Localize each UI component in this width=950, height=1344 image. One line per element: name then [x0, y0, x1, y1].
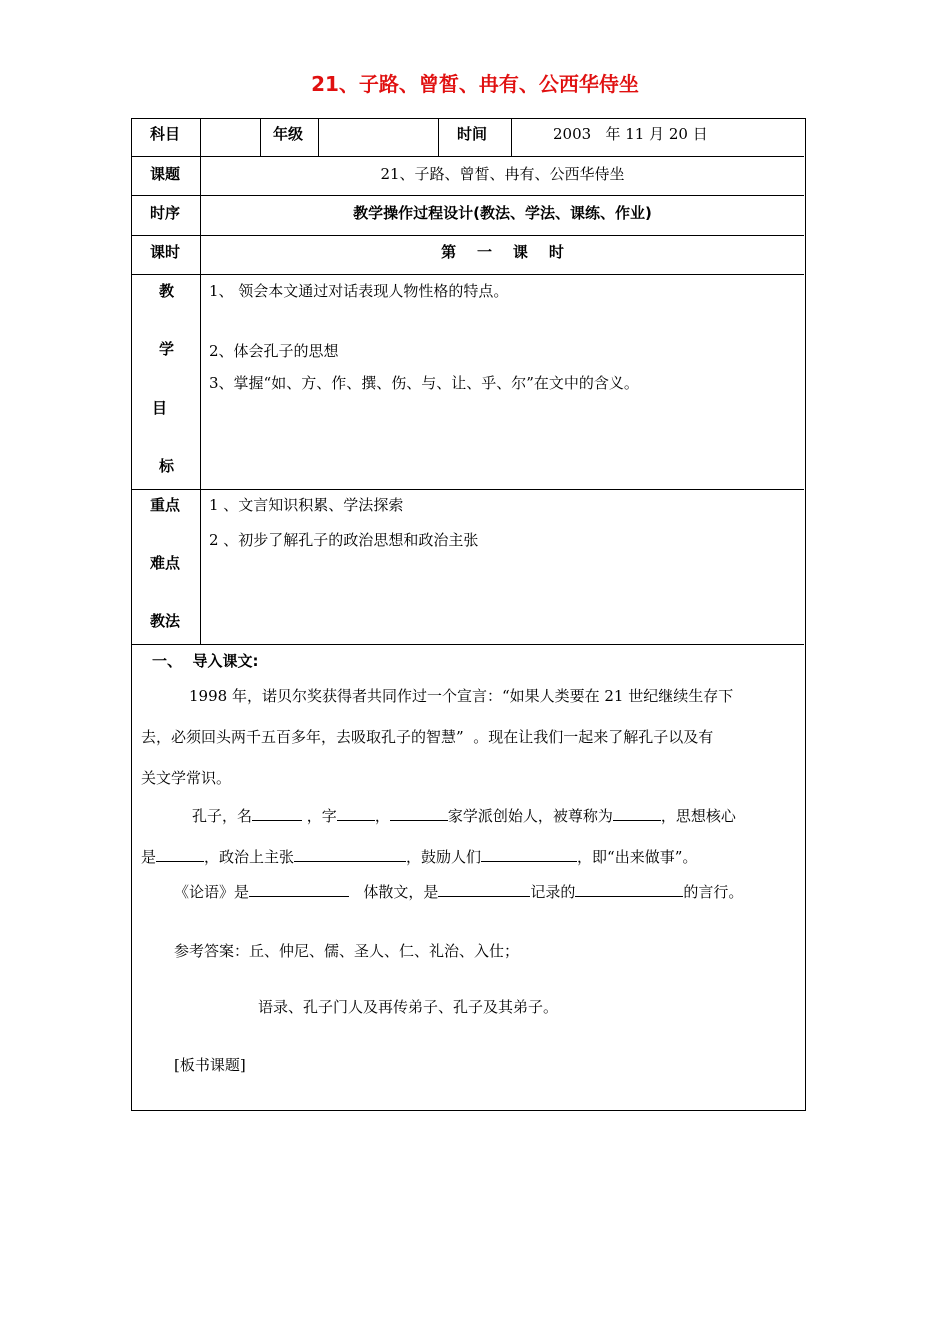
col-divider	[318, 119, 319, 156]
goals-label-char: 目	[152, 399, 168, 417]
time-label: 时间	[457, 125, 488, 143]
topic-label: 课题	[150, 165, 181, 183]
row-divider	[132, 156, 804, 157]
row-divider	[132, 195, 804, 196]
fill-blank[interactable]	[613, 806, 661, 821]
paragraph-line: 1998 年，诺贝尔奖获得者共同作过一个宣言：“如果人类要在 21 世纪继续生存下	[189, 687, 734, 705]
answer-line: 参考答案：丘、仲尼、儒、圣人、仁、礼治、入仕；	[174, 942, 520, 960]
fill-blank[interactable]	[249, 882, 349, 897]
lesson-value: 第 一 课 时	[441, 243, 564, 261]
fill-blank[interactable]	[294, 847, 406, 862]
page-title: 21、子路、曾皙、冉有、公西华侍坐	[311, 72, 639, 96]
fill-blank[interactable]	[438, 882, 530, 897]
lesson-plan-table	[131, 118, 806, 1111]
fill-text: 《论语》是	[174, 883, 250, 901]
row-divider	[132, 235, 804, 236]
grade-label: 年级	[273, 125, 304, 143]
fill-text: 孔子，名	[192, 807, 253, 825]
fill-text: ，即“出来做事”。	[577, 848, 698, 866]
fill-text: 家学派创始人，被尊称为	[447, 807, 613, 825]
section-heading: 一、 导入课文:	[152, 652, 259, 670]
topic-value: 21、子路、曾皙、冉有、公西华侍坐	[380, 165, 625, 183]
row-divider	[132, 274, 804, 275]
goals-label-char: 标	[159, 457, 175, 475]
date-value: 2003 年 11 月 20 日	[553, 125, 708, 143]
fill-text: 是	[141, 848, 157, 866]
method-label: 教法	[150, 612, 181, 630]
paragraph-line: 关文学常识。	[141, 769, 232, 787]
keypoint-label: 重点	[150, 496, 181, 514]
fill-blank[interactable]	[337, 806, 375, 821]
lesson-label: 课时	[150, 243, 181, 261]
row-divider	[132, 489, 804, 490]
goal-item: 2、体会孔子的思想	[209, 342, 339, 360]
fill-blank[interactable]	[156, 847, 204, 862]
goals-label-char: 学	[159, 340, 175, 358]
goal-item: 3、掌握“如、方、作、撰、伤、与、让、乎、尔”在文中的含义。	[209, 374, 639, 392]
col-divider	[438, 119, 439, 156]
goals-label-char: 教	[159, 282, 175, 300]
row-divider	[132, 644, 804, 645]
fill-in-line	[174, 881, 743, 902]
col-divider	[511, 119, 512, 156]
order-label: 时序	[150, 204, 181, 222]
fill-in-line	[192, 805, 736, 826]
board-note: [板书课题]	[174, 1056, 246, 1074]
fill-blank[interactable]	[252, 806, 302, 821]
fill-text: ，政治上主张	[204, 848, 295, 866]
fill-blank[interactable]	[390, 806, 448, 821]
keypoint-item: 2 、初步了解孔子的政治思想和政治主张	[209, 531, 479, 549]
fill-text: ，	[374, 807, 390, 825]
fill-blank[interactable]	[575, 882, 683, 897]
subject-label: 科目	[150, 125, 181, 143]
answer-line: 语录、孔子门人及再传弟子、孔子及其弟子。	[258, 998, 559, 1016]
col-divider	[260, 119, 261, 156]
col-divider	[200, 119, 201, 644]
fill-text: ，鼓励人们	[406, 848, 482, 866]
fill-text: 记录的	[530, 883, 576, 901]
fill-text: ，思想核心	[660, 807, 736, 825]
fill-text: ，字	[306, 807, 337, 825]
fill-blank[interactable]	[481, 847, 577, 862]
fill-in-line	[141, 846, 697, 867]
fill-text: 的言行。	[683, 883, 744, 901]
difficulty-label: 难点	[150, 554, 181, 572]
paragraph-line: 去，必须回头两千五百多年，去吸取孔子的智慧” 。现在让我们一起来了解孔子以及有	[141, 728, 714, 746]
order-value: 教学操作过程设计(教法、学法、课练、作业)	[353, 204, 652, 222]
goal-item: 1、 领会本文通过对话表现人物性格的特点。	[209, 282, 509, 300]
keypoint-item: 1 、文言知识积累、学法探索	[209, 496, 404, 514]
fill-text: 体散文，是	[363, 883, 439, 901]
